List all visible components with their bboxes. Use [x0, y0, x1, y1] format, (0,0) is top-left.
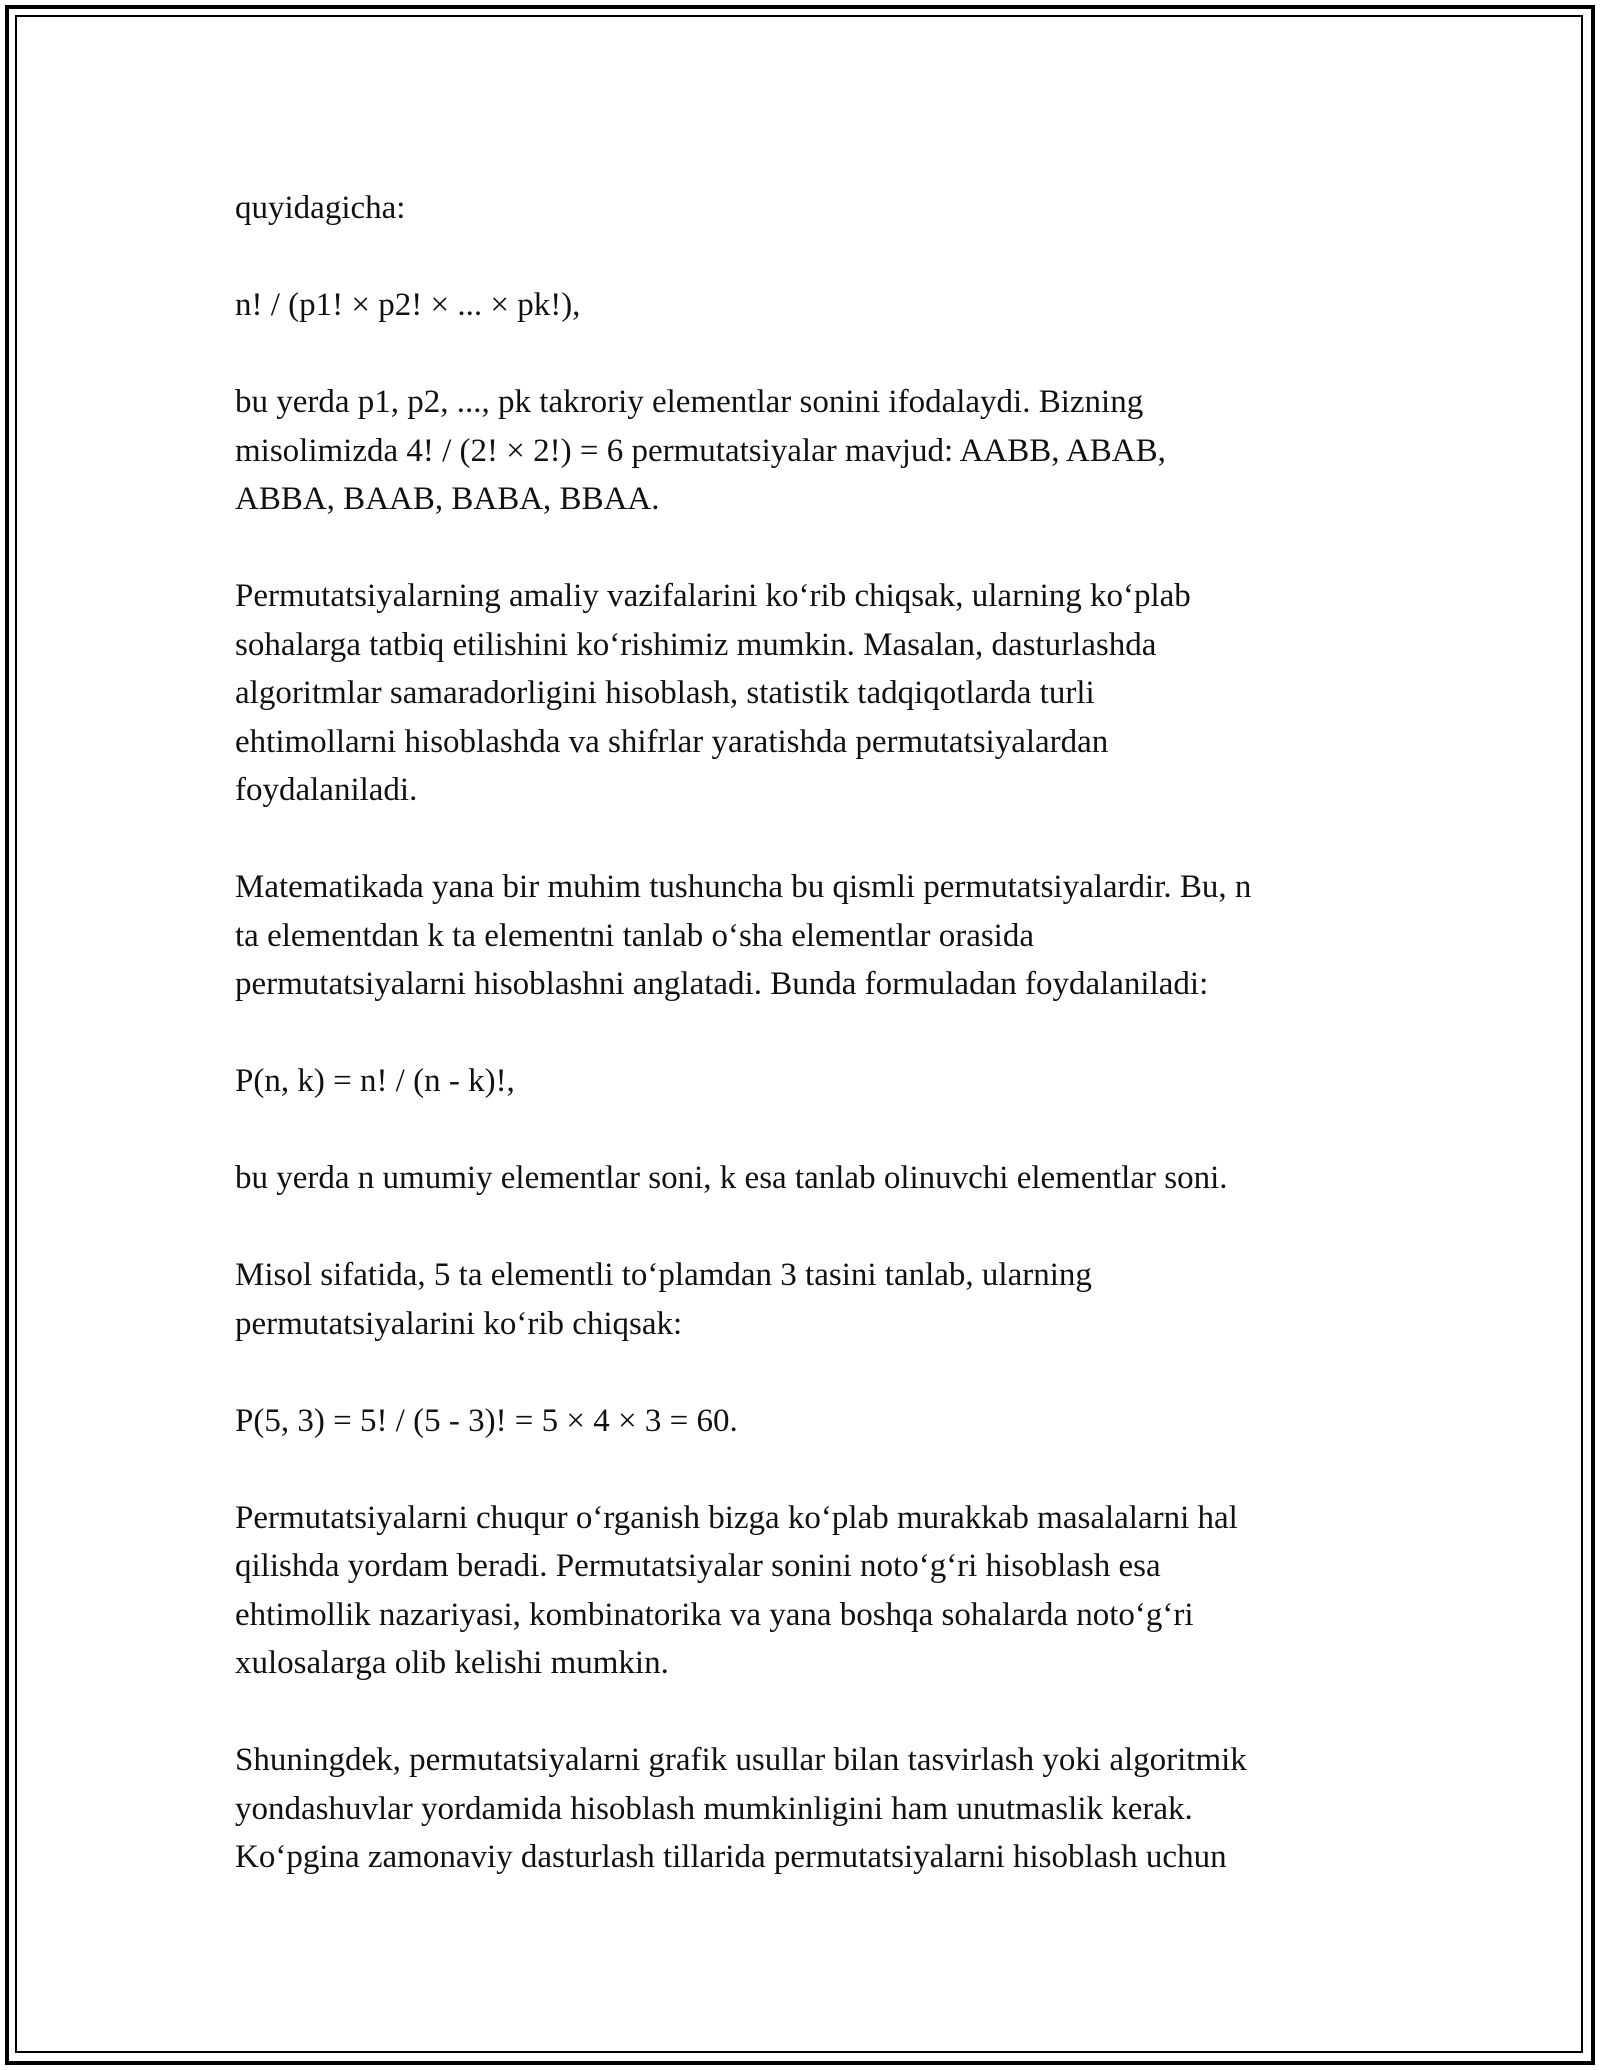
paragraph-applications: Permutatsiyalarning amaliy vazifalarini ko‘rib chiqsak, ularning ko‘plab sohalarga tatbiq etilishini ko‘rishimiz mumkin. Masalan, dasturlashda algoritmlar samaradorligini hisoblash, statistik tadqiqotlarda turli ehtimollarni hisoblashda va shifrlar yaratishda permutatsiyalardan foydalaniladi.	[235, 578, 1191, 808]
paragraph-graphical-methods: Shuningdek, permutatsiyalarni grafik usullar bilan tasvirlash yoki algoritmik yondashuvlar yordamida hisoblash mumkinligini ham unutmaslik kerak. Ko‘pgina zamonaviy dasturlash tillarida permutatsiyalarni hisoblash uchun	[235, 1742, 1247, 1875]
paragraph-partial-permutations: Matematikada yana bir muhim tushuncha bu qismli permutatsiyalardir. Bu, n ta elementdan k ta elementni tanlab o‘sha elementlar orasida permutatsiyalarni hisoblashni anglatadi. Bunda formuladan foydalaniladi:	[235, 869, 1252, 1002]
paragraph-multiset-example: bu yerda p1, p2, ..., pk takroriy elementlar sonini ifodalaydi. Bizning misolimizda 4! / (2! × 2!) = 6 permutatsiyalar mavjud: AABB, ABAB, ABBA, BAAB, BABA, BBAA.	[235, 384, 1166, 517]
formula-partial-permutations: P(n, k) = n! / (n - k)!,	[235, 1063, 515, 1099]
paragraph-formula-explanation: bu yerda n umumiy elementlar soni, k esa tanlab olinuvchi elementlar soni.	[235, 1160, 1228, 1196]
paragraph-example-intro: Misol sifatida, 5 ta elementli to‘plamdan 3 tasini tanlab, ularning permutatsiyalarini ko‘rib chiqsak:	[235, 1257, 1092, 1342]
paragraph-continuation: quyidagicha:	[235, 190, 406, 226]
formula-multiset-permutations: n! / (p1! × p2! × ... × pk!),	[235, 287, 581, 323]
document-body	[235, 184, 1375, 1930]
paragraph-importance: Permutatsiyalarni chuqur o‘rganish bizga ko‘plab murakkab masalalarni hal qilishda yordam beradi. Permutatsiyalar sonini noto‘g‘ri hisoblash esa ehtimollik nazariyasi, kombinatorika va yana boshqa sohalarda noto‘g‘ri xulosalarga olib kelishi mumkin.	[235, 1499, 1238, 1681]
formula-example-result: P(5, 3) = 5! / (5 - 3)! = 5 × 4 × 3 = 60.	[235, 1402, 738, 1439]
